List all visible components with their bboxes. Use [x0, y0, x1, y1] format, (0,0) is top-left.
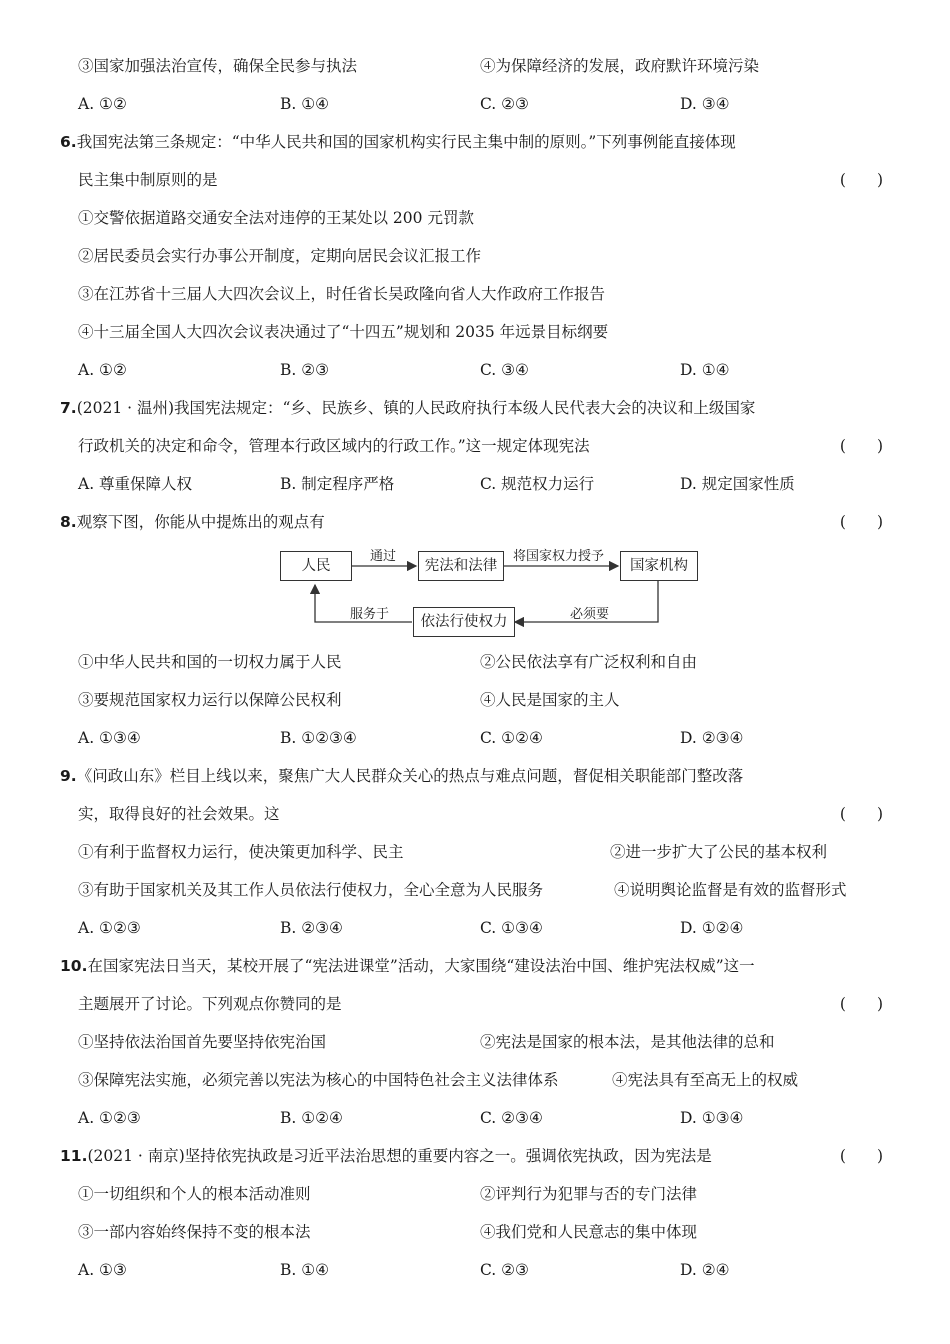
q11-item-1: ①一切组织和个人的根本活动准则: [78, 1185, 311, 1203]
q5-option-d[interactable]: D. ③④: [680, 95, 730, 113]
q11-option-d[interactable]: D. ②④: [680, 1261, 730, 1279]
q9-stem-line-1: [60, 766, 743, 786]
q11-number: 11.: [60, 1147, 88, 1165]
q6-item-2: ②居民委员会实行办事公开制度，定期向居民会议汇报工作: [78, 247, 482, 265]
q11-item-2: ②评判行为犯罪与否的专门法律: [480, 1185, 698, 1203]
q10-stem-line-2: 主题展开了讨论。下列观点你赞同的是: [78, 995, 342, 1013]
q8-option-c[interactable]: C. ①②④: [480, 729, 543, 747]
q9-option-c[interactable]: C. ①③④: [480, 919, 543, 937]
q7-stem-line-2: 行政机关的决定和命令，管理本行政区域内的行政工作。”这一规定体现宪法: [78, 437, 590, 455]
q11-answer-blank[interactable]: ( ): [839, 1147, 883, 1165]
q6-option-a[interactable]: A. ①②: [78, 361, 127, 379]
q10-option-c[interactable]: C. ②③④: [480, 1109, 543, 1127]
q10-stem-line-1: [60, 956, 755, 976]
diagram-label-grant: 将国家权力授予: [513, 549, 605, 564]
q10-item-4: ④宪法具有至高无上的权威: [612, 1071, 799, 1089]
q10-item-3: ③保障宪法实施，必须完善以宪法为核心的中国特色社会主义法律体系: [78, 1071, 559, 1089]
q6-item-4: ④十三届全国人大四次会议表决通过了“十四五”规划和 2035 年远景目标纲要: [78, 323, 609, 341]
q6-option-c[interactable]: C. ③④: [480, 361, 529, 379]
q10-stem-text-1: 在国家宪法日当天，某校开展了“宪法进课堂”活动，大家围绕“建设法治中国、维护宪法权威”这一: [87, 957, 755, 975]
q6-item-1: ①交警依据道路交通安全法对违停的王某处以 200 元罚款: [78, 209, 474, 227]
q5-item-3: ③国家加强法治宣传，确保全民参与执法: [78, 57, 358, 75]
diagram-box-people: 人民: [280, 551, 352, 581]
q5-option-a[interactable]: A. ①②: [78, 95, 127, 113]
q9-option-a[interactable]: A. ①②③: [78, 919, 141, 937]
q8-option-b[interactable]: B. ①②③④: [280, 729, 357, 747]
diagram-label-through: 通过: [370, 549, 397, 564]
q8-stem-text-1: 观察下图，你能从中提炼出的观点有: [76, 513, 325, 531]
q6-answer-blank[interactable]: ( ): [839, 171, 883, 189]
q6-number: 6.: [60, 133, 77, 151]
diagram-label-must: 必须要: [570, 607, 610, 622]
q6-option-d[interactable]: D. ①④: [680, 361, 730, 379]
diagram-box-law: 宪法和法律: [418, 551, 504, 581]
q8-option-d[interactable]: D. ②③④: [680, 729, 744, 747]
q7-stem-line-1: [60, 398, 755, 418]
q6-stem-line-2: 民主集中制原则的是: [78, 171, 218, 189]
q7-option-c[interactable]: C. 规范权力运行: [480, 475, 595, 493]
q8-answer-blank[interactable]: ( ): [839, 513, 883, 531]
q9-item-3: ③有助于国家机关及其工作人员依法行使权力，全心全意为人民服务: [78, 881, 544, 899]
q10-item-1: ①坚持依法治国首先要坚持依宪治国: [78, 1033, 327, 1051]
q9-item-4: ④说明舆论监督是有效的监督形式: [614, 881, 847, 899]
q9-item-2: ②进一步扩大了公民的基本权利: [610, 843, 828, 861]
q8-item-3: ③要规范国家权力运行以保障公民权利: [78, 691, 342, 709]
q7-stem-text-1: (2021 · 温州)我国宪法规定：“乡、民族乡、镇的人民政府执行本级人民代表大会的决议和上级国家: [76, 399, 756, 417]
diagram-label-serve: 服务于: [350, 607, 390, 622]
q9-answer-blank[interactable]: ( ): [839, 805, 883, 823]
q10-item-2: ②宪法是国家的根本法，是其他法律的总和: [480, 1033, 775, 1051]
q9-stem-line-2: 实，取得良好的社会效果。这: [78, 805, 280, 823]
q5-option-b[interactable]: B. ①④: [280, 95, 330, 113]
q9-stem-text-1: 《问政山东》栏目上线以来，聚焦广大人民群众关心的热点与难点问题，督促相关职能部门整改落: [76, 767, 744, 785]
q5-item-4: ④为保障经济的发展，政府默许环境污染: [480, 57, 760, 75]
q10-option-d[interactable]: D. ①③④: [680, 1109, 744, 1127]
diagram-box-organs: 国家机构: [620, 551, 698, 581]
q10-number: 10.: [60, 957, 88, 975]
q8-item-1: ①中华人民共和国的一切权力属于人民: [78, 653, 342, 671]
q7-option-d[interactable]: D. 规定国家性质: [680, 475, 795, 493]
q11-item-4: ④我们党和人民意志的集中体现: [480, 1223, 698, 1241]
diagram-box-exercise: 依法行使权力: [413, 607, 515, 637]
q10-option-a[interactable]: A. ①②③: [78, 1109, 141, 1127]
q9-option-b[interactable]: B. ②③④: [280, 919, 343, 937]
q11-option-a[interactable]: A. ①③: [78, 1261, 127, 1279]
q11-item-3: ③一部内容始终保持不变的根本法: [78, 1223, 311, 1241]
q7-answer-blank[interactable]: ( ): [839, 437, 883, 455]
q11-stem-line-1: [60, 1146, 712, 1166]
q6-option-b[interactable]: B. ②③: [280, 361, 330, 379]
q7-option-a[interactable]: A. 尊重保障人权: [78, 475, 193, 493]
q5-option-c[interactable]: C. ②③: [480, 95, 529, 113]
q9-item-1: ①有利于监督权力运行，使决策更加科学、民主: [78, 843, 404, 861]
q11-option-b[interactable]: B. ①④: [280, 1261, 330, 1279]
q8-number: 8.: [60, 513, 77, 531]
q10-option-b[interactable]: B. ①②④: [280, 1109, 343, 1127]
q6-stem-line-1: [60, 132, 736, 152]
q8-stem-line-1: [60, 512, 325, 532]
q9-number: 9.: [60, 767, 77, 785]
q8-item-4: ④人民是国家的主人: [480, 691, 620, 709]
q6-item-3: ③在江苏省十三届人大四次会议上，时任省长吴政隆向省人大作政府工作报告: [78, 285, 606, 303]
q7-option-b[interactable]: B. 制定程序严格: [280, 475, 395, 493]
q8-item-2: ②公民依法享有广泛权利和自由: [480, 653, 698, 671]
q8-diagram: [270, 545, 710, 645]
q10-answer-blank[interactable]: ( ): [839, 995, 883, 1013]
q9-option-d[interactable]: D. ①②④: [680, 919, 744, 937]
q11-stem-text-1: (2021 · 南京)坚持依宪执政是习近平法治思想的重要内容之一。强调依宪执政，因为宪法是: [87, 1147, 712, 1165]
q6-stem-text-1: 我国宪法第三条规定：“中华人民共和国的国家机构实行民主集中制的原则。”下列事例能直接体现: [76, 133, 736, 151]
q7-number: 7.: [60, 399, 77, 417]
q11-option-c[interactable]: C. ②③: [480, 1261, 529, 1279]
q8-option-a[interactable]: A. ①③④: [78, 729, 141, 747]
